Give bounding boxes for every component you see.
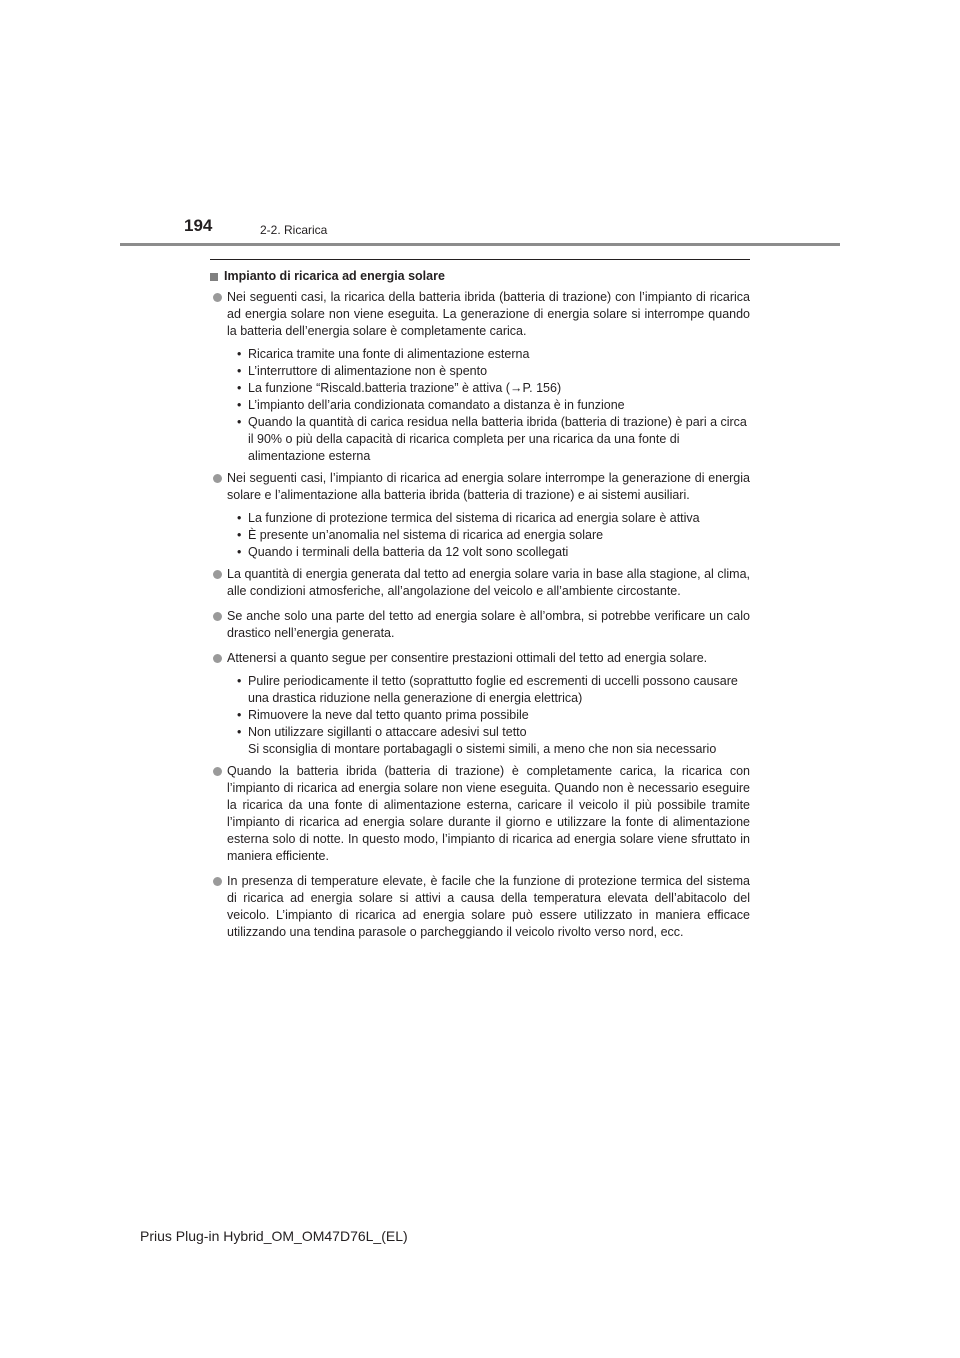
circle-bullet-icon	[213, 767, 222, 776]
sub-list-text: Ricarica tramite una fonte di alimentazione esterna	[248, 347, 530, 361]
content-divider	[210, 259, 750, 260]
paragraph: La quantità di energia generata dal tetto ad energia solare varia in base alla stagione, al clima, alle condizioni atmosferiche, all’angolazione del veicolo e all’ambiente circostante.	[227, 567, 750, 598]
section-title: 2-2. Ricarica	[260, 223, 328, 237]
dot-bullet-icon: •	[237, 674, 242, 688]
list-item	[210, 289, 750, 340]
sub-list-item	[237, 414, 750, 465]
sub-list-item	[237, 724, 750, 758]
sub-list-text: Rimuovere la neve dal tetto quanto prima possibile	[248, 708, 529, 722]
paragraph: Attenersi a quanto segue per consentire prestazioni ottimali del tetto ad energia solare.	[227, 651, 708, 665]
sub-list-item	[237, 510, 750, 527]
sub-list-text: Quando la quantità di carica residua nella batteria ibrida (batteria di trazione) è pari a circa il 90% o più della capacità di ricarica completa per una ricarica da una fonte di alimentazione esterna	[248, 415, 747, 463]
dot-bullet-icon: •	[237, 545, 242, 559]
sub-list-item	[237, 707, 750, 724]
sub-list-item	[237, 544, 750, 561]
paragraph: Nei seguenti casi, l’impianto di ricarica ad energia solare interrompe la generazione di energia solare e l’alimentazione alla batteria ibrida (batteria di trazione) e ai sistemi ausiliari.	[227, 471, 750, 502]
sub-list	[210, 346, 750, 465]
dot-bullet-icon: •	[237, 398, 242, 412]
sub-list	[210, 673, 750, 758]
dot-bullet-icon: •	[237, 725, 242, 739]
sub-list-text: Pulire periodicamente il tetto (soprattutto foglie ed escrementi di uccelli possono causare una drastica riduzione nella generazione di energia elettrica)	[248, 674, 738, 705]
paragraph: Quando la batteria ibrida (batteria di trazione) è completamente carica, la ricarica con l’impianto di ricarica ad energia solare non viene eseguita. Quando non è necessario eseguire la ricarica da una fonte di alimentazione esterna, caricare il veicolo il più possibile tramite l’impianto di ricarica ad energia solare durante il giorno e utilizzare la fonte di alimentazione esterna solo di notte. In questo modo, l’impianto di ricarica ad energia solare viene sfruttato in maniera efficiente.	[227, 764, 750, 863]
sub-list-text: La funzione di protezione termica del sistema di ricarica ad energia solare è attiva	[248, 511, 700, 525]
sub-list-item	[237, 380, 750, 397]
sub-list-note: Si sconsiglia di montare portabagagli o sistemi simili, a meno che non sia necessario	[248, 742, 717, 756]
paragraph: In presenza di temperature elevate, è facile che la funzione di protezione termica del sistema di ricarica ad energia solare si attivi a causa della temperatura elevata dell’abitacolo del veicolo. L’impianto di ricarica ad energia solare può essere utilizzato in maniera efficace utilizzando una tendina parasole o parcheggiando il veicolo rivolto verso nord, ecc.	[227, 874, 750, 939]
paragraph: Se anche solo una parte del tetto ad energia solare è all’ombra, si potrebbe verificare un calo drastico nell’energia generata.	[227, 609, 750, 640]
footer-manual-id: Prius Plug-in Hybrid_OM_OM47D76L_(EL)	[140, 1228, 408, 1244]
sub-list-text: Non utilizzare sigillanti o attaccare adesivi sul tetto	[248, 725, 527, 739]
section-heading	[210, 268, 750, 285]
dot-bullet-icon: •	[237, 347, 242, 361]
dot-bullet-icon: •	[237, 528, 242, 542]
sub-list-item	[237, 397, 750, 414]
list-item	[210, 566, 750, 600]
sub-list-text: L’interruttore di alimentazione non è spento	[248, 364, 488, 378]
heading-text: Impianto di ricarica ad energia solare	[224, 269, 445, 283]
sub-list-item	[237, 363, 750, 380]
sub-list-text: La funzione “Riscald.batteria trazione” è attiva (→P. 156)	[248, 381, 562, 395]
circle-bullet-icon	[213, 654, 222, 663]
dot-bullet-icon: •	[237, 708, 242, 722]
list-item	[210, 608, 750, 642]
dot-bullet-icon: •	[237, 415, 242, 429]
dot-bullet-icon: •	[237, 364, 242, 378]
circle-bullet-icon	[213, 293, 222, 302]
circle-bullet-icon	[213, 877, 222, 886]
list-item	[210, 470, 750, 504]
sub-list-text: È presente un’anomalia nel sistema di ricarica ad energia solare	[248, 528, 604, 542]
sub-list-text: Quando i terminali della batteria da 12 volt sono scollegati	[248, 545, 569, 559]
sub-list-item	[237, 673, 750, 707]
header-divider	[120, 243, 840, 246]
paragraph: Nei seguenti casi, la ricarica della batteria ibrida (batteria di trazione) con l’impianto di ricarica ad energia solare non viene eseguita. La generazione di energia solare si interrompe quando la batteria dell’energia solare è completamente carica.	[227, 290, 750, 338]
list-item	[210, 650, 750, 667]
circle-bullet-icon	[213, 474, 222, 483]
sub-list-item	[237, 346, 750, 363]
sub-list-item	[237, 527, 750, 544]
circle-bullet-icon	[213, 612, 222, 621]
content-body	[210, 259, 750, 949]
sub-list	[210, 510, 750, 561]
page-number: 194	[184, 216, 213, 235]
circle-bullet-icon	[213, 570, 222, 579]
list-item	[210, 873, 750, 941]
list-item	[210, 763, 750, 865]
square-bullet-icon	[210, 273, 218, 281]
dot-bullet-icon: •	[237, 381, 242, 395]
sub-list-text: L’impianto dell’aria condizionata comandato a distanza è in funzione	[248, 398, 625, 412]
dot-bullet-icon: •	[237, 511, 242, 525]
